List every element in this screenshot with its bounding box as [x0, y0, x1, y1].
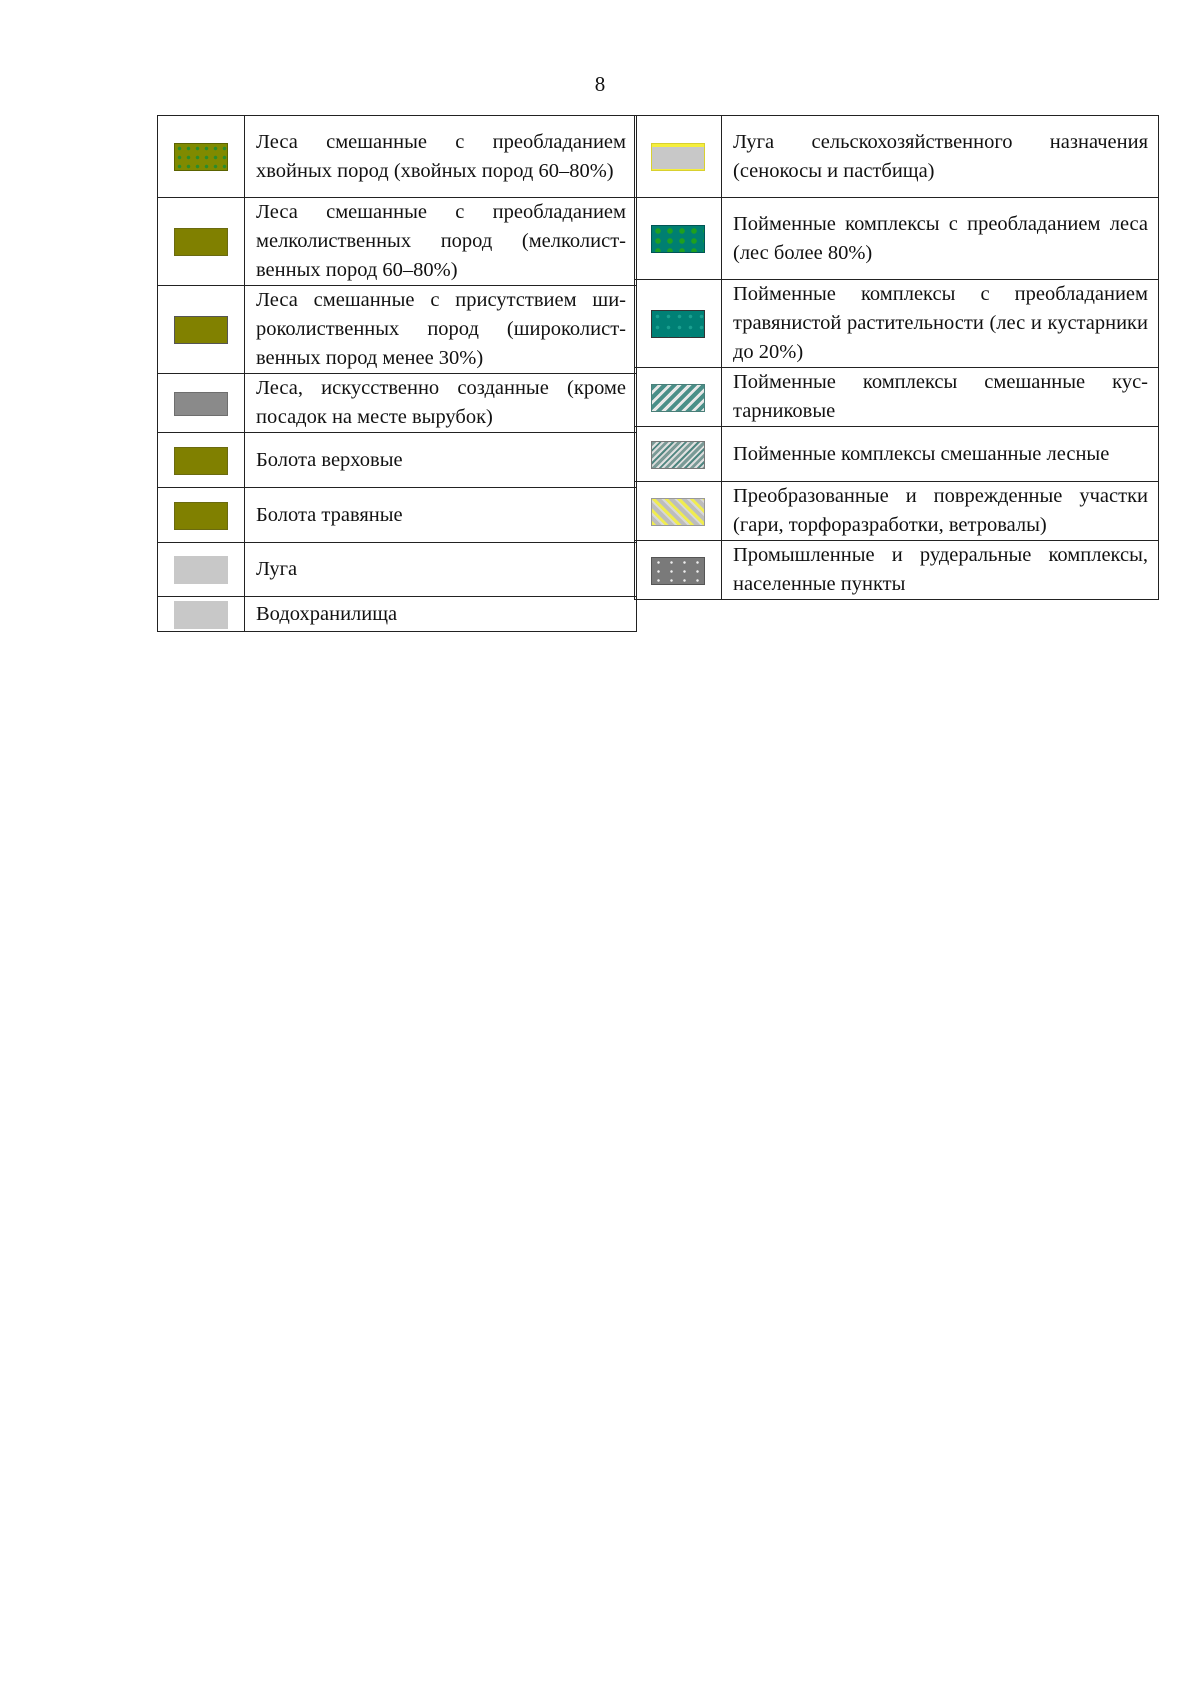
legend-row	[158, 374, 637, 433]
legend-row	[635, 280, 1159, 368]
legend-row	[158, 543, 637, 597]
floodplain-forest-swatch	[651, 225, 705, 253]
legend-row	[635, 368, 1159, 427]
legend-label: Леса смешанные с присутствием широколиственных пород (широколиственных пород менее 30%)	[245, 286, 637, 374]
legend-label: Луга сельскохозяйственного назначения (сенокосы и пастбища)	[722, 116, 1159, 198]
legend-row	[158, 198, 637, 286]
legend-label: Водохранилища	[245, 597, 637, 632]
legend-label: Преобразованные и поврежденные участки (гари, торфоразработки, ветровалы)	[722, 482, 1159, 541]
damaged-area-swatch	[651, 498, 705, 526]
legend-label: Леса смешанные с преобладанием мелколиственных пород (мелколиственных пород 60–80%)	[245, 198, 637, 286]
mixed-conifer-forest-swatch	[174, 143, 228, 171]
legend-row	[635, 427, 1159, 482]
agricultural-meadow-swatch	[651, 143, 705, 171]
industrial-area-swatch	[651, 557, 705, 585]
floodplain-shrub-swatch	[651, 384, 705, 412]
floodplain-grass-swatch	[651, 310, 705, 338]
mixed-broadleaf-forest-swatch	[174, 316, 228, 344]
legend-row	[635, 116, 1159, 198]
reservoir-swatch	[174, 601, 228, 629]
legend-label: Пойменные комплексы с преобладанием леса (лес более 80%)	[722, 198, 1159, 280]
legend-row	[635, 198, 1159, 280]
legend-row	[635, 482, 1159, 541]
floodplain-mixed-forest-swatch	[651, 441, 705, 469]
legend-row	[158, 597, 637, 632]
legend-row	[158, 433, 637, 488]
legend-label: Леса, искусственно созданные (кроме посадок на месте вырубок)	[245, 374, 637, 433]
raised-bog-swatch	[174, 447, 228, 475]
legend-label: Леса смешанные с преобладанием хвойных пород (хвойных пород 60–80%)	[245, 116, 637, 198]
legend-label: Болота верховые	[245, 433, 637, 488]
artificial-forest-swatch	[174, 392, 228, 416]
legend-label: Пойменные комплексы смешанные лесные	[722, 427, 1159, 482]
page-number: 8	[594, 72, 606, 96]
legend-table-left	[157, 115, 637, 632]
legend-label: Луга	[245, 543, 637, 597]
mixed-smallleaf-forest-swatch	[174, 228, 228, 256]
legend-table-right	[634, 115, 1159, 600]
legend-label: Промышленные и рудеральные комплексы, населенные пункты	[722, 541, 1159, 600]
legend-label: Болота травяные	[245, 488, 637, 543]
legend-label: Пойменные комплексы смешанные кустарниковые	[722, 368, 1159, 427]
legend-row	[158, 116, 637, 198]
meadow-swatch	[174, 556, 228, 584]
legend-row	[635, 541, 1159, 600]
grass-bog-swatch	[174, 502, 228, 530]
legend-row	[158, 488, 637, 543]
legend-label: Пойменные комплексы с преобладанием травянистой растительности (лес и кустарники до 20%)	[722, 280, 1159, 368]
legend-row	[158, 286, 637, 374]
